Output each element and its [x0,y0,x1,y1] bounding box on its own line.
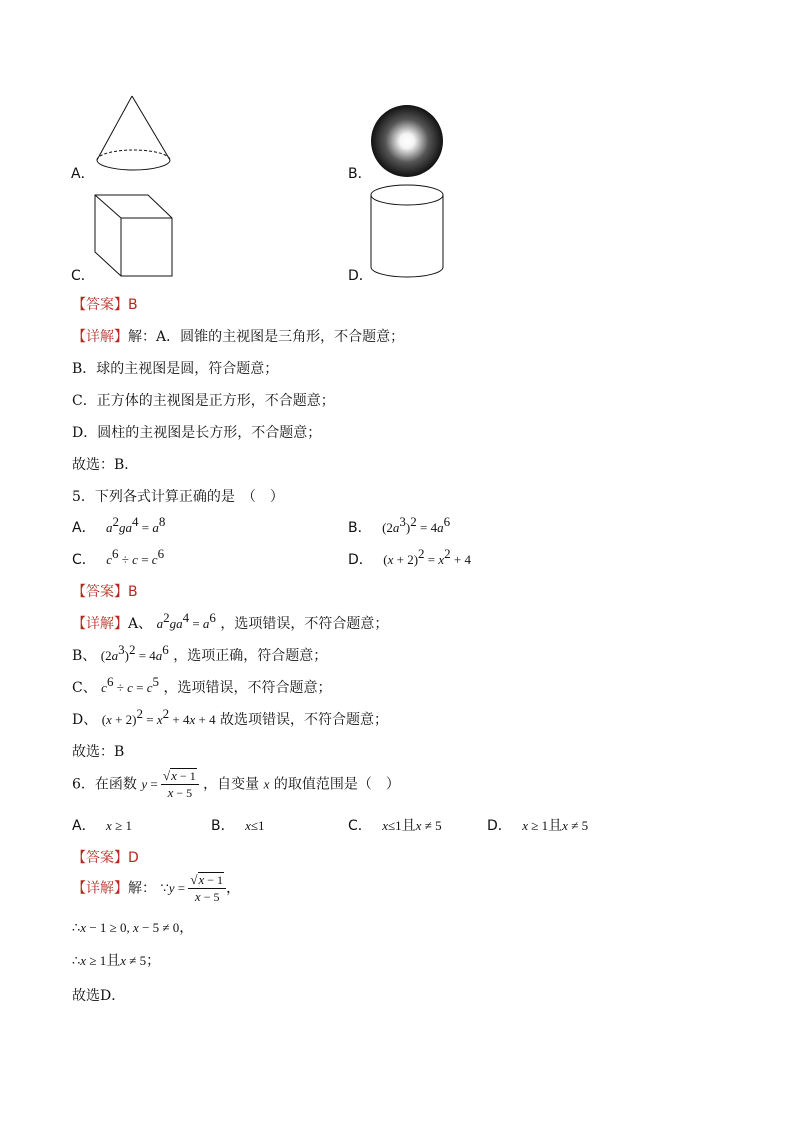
q6-stem-prefix: 6．在函数 [72,776,137,793]
q5-option-d: D． $(x + 2)^2 = x^2 + 4$ [348,546,471,568]
detail-prefix: 解： [128,880,156,897]
cone-figure [94,94,174,174]
q6-answer [72,847,139,867]
and-word: 且 [548,818,563,834]
option-a-label: A． [71,166,95,182]
q6-stem-var: x [263,776,270,792]
q4-detail-line-2: B．球的主视图是圆，符合题意； [72,361,279,377]
q4-detail-line-4: D．圆柱的主视图是长方形，不合题意； [72,425,322,441]
q6-option-b: B． x≤1 [211,818,265,834]
detail-tag: 【详解】 [72,329,128,345]
q5-option-d-label: D． [348,552,373,568]
answer-tag: 【答案】 [72,850,128,866]
detail-prefix: B、 [72,648,97,664]
q6-option-c-label: C． [348,818,372,834]
detail-prefix: A、 [128,616,153,632]
q4-detail-line-3: C．正方体的主视图是正方形，不合题意； [72,393,335,409]
q6-detail-line-1: 【详解】解： ∵y = $\frac{√x - 1}{x - 5}$ ， [72,872,241,904]
q5-answer [72,581,138,601]
answer-tag: 【答案】 [72,297,128,313]
q5-option-b-label: B． [348,520,372,536]
detail-suffix: ，选项错误，不符合题意； [163,680,332,696]
detail-text: 解：A．圆锥的主视图是三角形，不合题意； [128,329,405,345]
q5-detail-line-1: 【详解】A、 $a^2ga^4 = a^6$ ，选项错误，不符合题意； [72,610,389,632]
q5-detail-line-2: B、 $(2a^3)^2 = 4a^6$ ，选项正确，符合题意； [72,642,328,664]
q6-detail-line-3: ∴x ≥ 1且x ≠ 5； [72,953,161,969]
q5-detail-line-4: D、 $(x + 2)^2 = x^2 + 4x + 4$ 故选项错误，不符合题意； [72,706,389,728]
q6-option-c: C． x≤1且x ≠ 5 [348,818,442,834]
q6-conclusion: 故选D． [72,988,126,1004]
detail-suffix: 故选项错误，不符合题意； [220,712,389,728]
q6-option-d-label: D． [487,818,512,834]
answer-value: D [128,850,139,866]
q6-detail-line-2: ∴x − 1 ≥ 0, x − 5 ≠ 0， [72,920,194,936]
q6-option-a-label: A． [72,818,96,834]
q6-stem-suffix: ，自变量 [203,776,260,793]
fraction: $\frac{√x - 1}{x - 5}$ [161,768,199,801]
cylinder-figure [370,184,444,280]
detail-suffix: ，选项正确，符合题意； [173,648,328,664]
sphere-figure [370,104,444,178]
and-word: 且 [401,818,416,834]
detail-tag: 【详解】 [72,616,128,632]
fraction: $\frac{√x - 1}{x - 5}$ [188,872,226,905]
q6-option-a: A． x ≥ 1 [72,818,132,834]
cube-figure [94,194,174,278]
q5-conclusion: 故选：B [72,744,125,760]
q4-detail-line-1 [72,326,404,346]
detail-tag: 【详解】 [72,880,128,897]
q5-option-b: B． $(2a^3)^2 = 4a^6$ [348,514,451,536]
q6-stem: 6．在函数 y = $\frac{√x - 1}{x - 5}$ ，自变量 x 的取值范围是（ ） [72,768,400,800]
q5-detail-line-3: C、 $c^6 \div c = c^5$ ，选项错误，不符合题意； [72,674,332,696]
q5-stem: 5．下列各式计算正确的是 （ ） [72,489,284,505]
answer-value: B [128,584,138,600]
detail-prefix: D、 [72,712,98,728]
q5-option-c-label: C． [72,552,96,568]
option-c-label: C． [71,268,95,284]
q4-conclusion: 故选：B． [72,457,139,473]
answer-value: B [128,297,138,313]
option-b-label: B． [348,166,372,182]
q4-answer [72,294,138,314]
answer-tag: 【答案】 [72,584,128,600]
detail-prefix: C、 [72,680,97,696]
q6-option-b-label: B． [211,818,235,834]
q5-option-a: A． $a^2ga^4 = a^8$ [72,514,166,536]
option-d-label: D． [348,268,373,284]
q6-option-d: D． x ≥ 1且x ≠ 5 [487,818,589,834]
q5-option-c: C． $c^6 \div c = c^6$ [72,546,165,568]
detail-suffix: ，选项错误，不符合题意； [220,616,389,632]
q5-option-a-label: A． [72,520,96,536]
q6-stem-end: 的取值范围是（ ） [273,776,400,793]
and-word: 且 [106,953,121,969]
